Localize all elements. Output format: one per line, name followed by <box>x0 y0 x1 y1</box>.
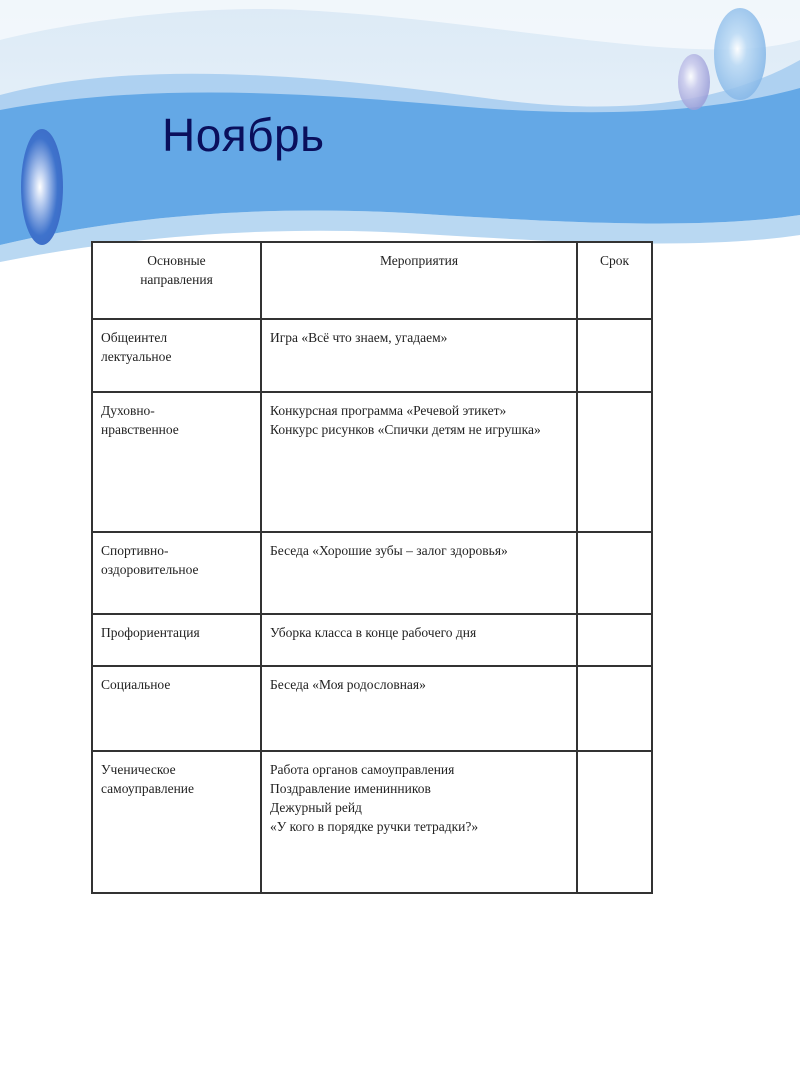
cell-direction: Общеинтел лектуальное <box>92 319 261 392</box>
table-header-row <box>92 242 652 319</box>
cell-direction: Профориентация <box>92 614 261 666</box>
header-term: Срок <box>577 242 652 319</box>
cell-direction: Спортивно- оздоровительное <box>92 532 261 614</box>
table-row <box>92 319 652 392</box>
cell-term <box>577 532 652 614</box>
header-directions: Основные направления <box>92 242 261 319</box>
table-row <box>92 392 652 532</box>
cell-direction: Духовно- нравственное <box>92 392 261 532</box>
cell-events: Уборка класса в конце рабочего дня <box>261 614 577 666</box>
table-row <box>92 614 652 666</box>
cell-term <box>577 666 652 751</box>
header-events: Мероприятия <box>261 242 577 319</box>
cell-events: Работа органов самоуправления Поздравление именинников Дежурный рейд «У кого в порядке ручки тетрадки?» <box>261 751 577 893</box>
decorative-sphere-left <box>21 129 63 245</box>
cell-direction: Ученическое самоуправление <box>92 751 261 893</box>
cell-term <box>577 319 652 392</box>
cell-term <box>577 392 652 532</box>
activity-plan-table <box>91 241 653 894</box>
cell-events: Беседа «Хорошие зубы – залог здоровья» <box>261 532 577 614</box>
slide-title: Ноябрь <box>162 109 325 161</box>
decorative-sphere-right-large <box>714 8 766 100</box>
table-row <box>92 751 652 893</box>
cell-term <box>577 614 652 666</box>
cell-events: Конкурсная программа «Речевой этикет» Конкурс рисунков «Спички детям не игрушка» <box>261 392 577 532</box>
cell-direction: Социальное <box>92 666 261 751</box>
decorative-sphere-right-small <box>678 54 710 110</box>
cell-term <box>577 751 652 893</box>
table-row <box>92 666 652 751</box>
cell-events: Игра «Всё что знаем, угадаем» <box>261 319 577 392</box>
cell-events: Беседа «Моя родословная» <box>261 666 577 751</box>
table-row <box>92 532 652 614</box>
